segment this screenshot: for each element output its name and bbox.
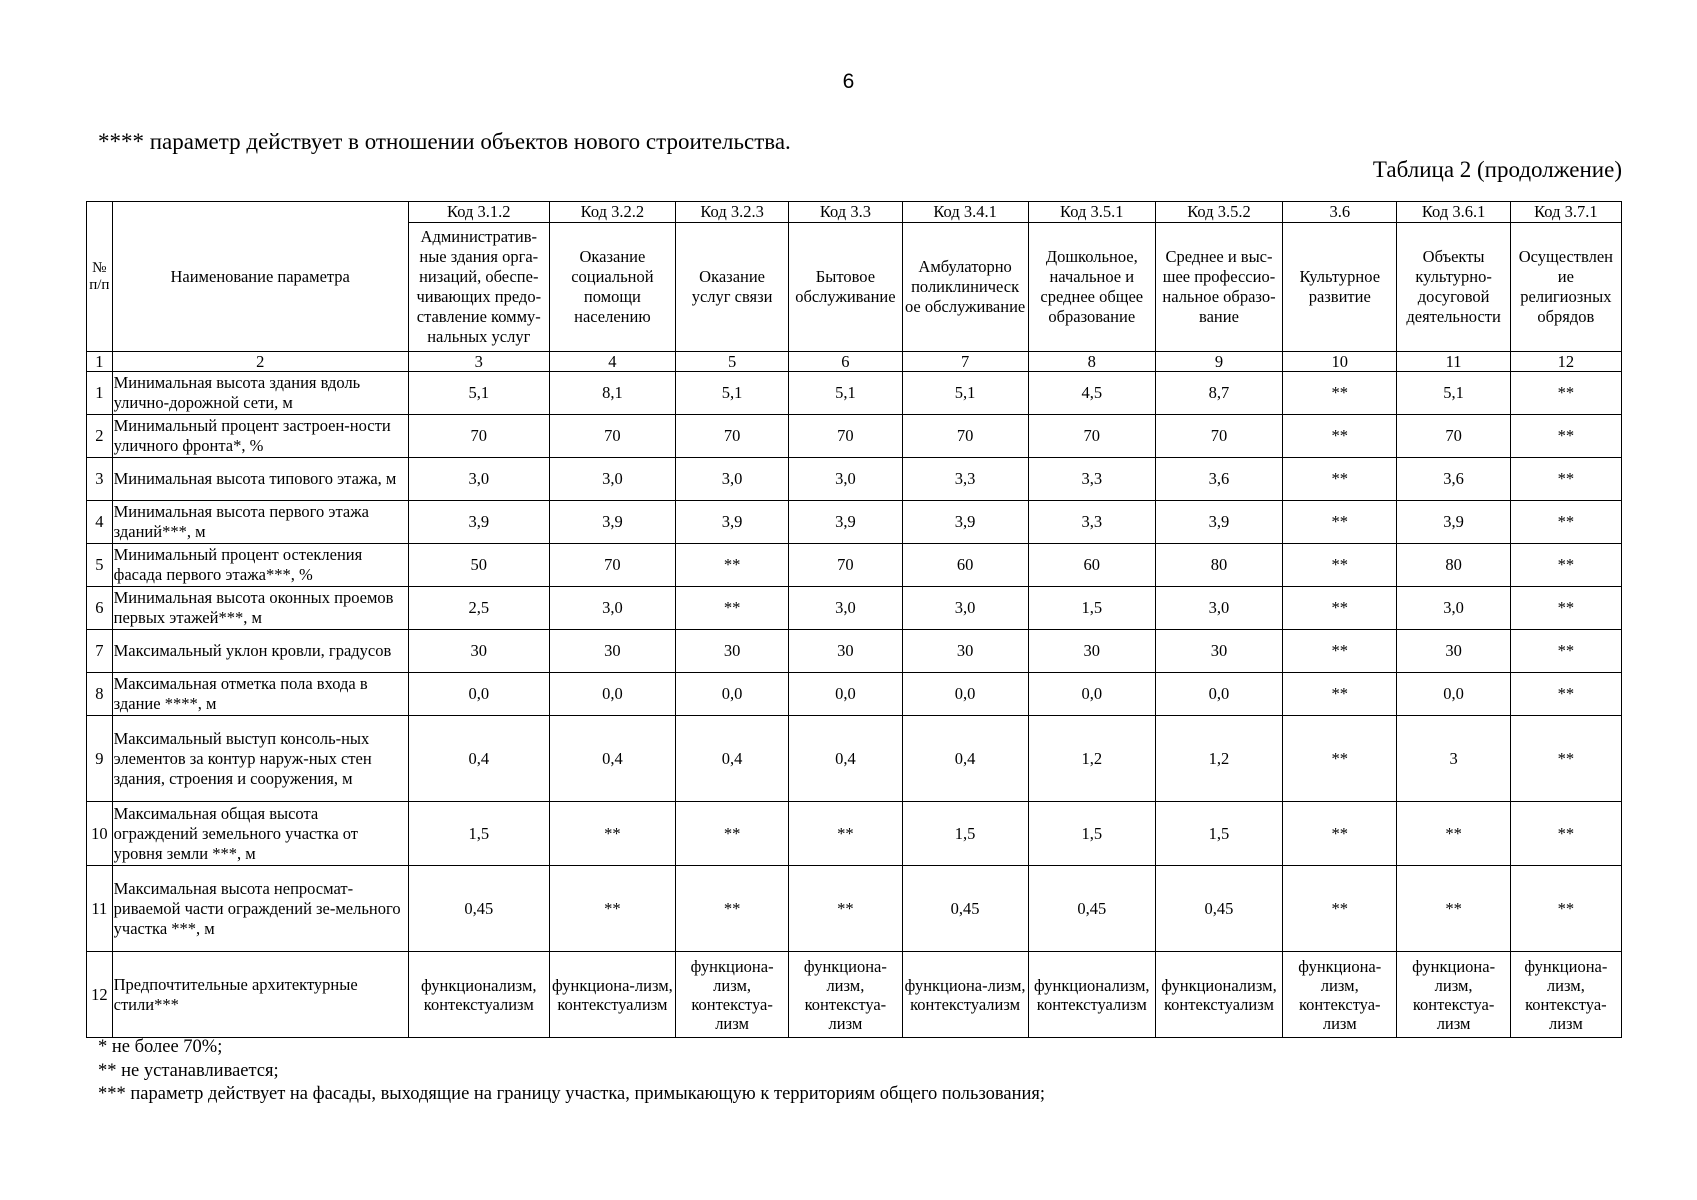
use-header: Административ-ные здания орга-низаций, обеспе-чивающих предо-ставление комму-нальных услуг bbox=[408, 223, 549, 352]
row-number: 10 bbox=[87, 802, 113, 866]
value-cell: ** bbox=[1283, 673, 1397, 716]
parameter-name: Максимальная высота непросмат-риваемой части ограждений зе-мельного участка ***, м bbox=[112, 866, 408, 952]
code-header: Код 3.5.1 bbox=[1028, 202, 1155, 223]
value-cell: 3,9 bbox=[1155, 501, 1282, 544]
value-cell: ** bbox=[675, 587, 788, 630]
value-cell: 0,4 bbox=[549, 716, 675, 802]
code-header: Код 3.2.3 bbox=[675, 202, 788, 223]
code-header: Код 3.5.2 bbox=[1155, 202, 1282, 223]
value-cell: ** bbox=[1283, 716, 1397, 802]
parameter-name: Минимальная высота оконных проемов первых этажей***, м bbox=[112, 587, 408, 630]
value-cell: 8,7 bbox=[1155, 372, 1282, 415]
use-header: Среднее и выс-шее профессио-нальное образо-вание bbox=[1155, 223, 1282, 352]
value-cell: 0,0 bbox=[675, 673, 788, 716]
value-cell: 3,0 bbox=[902, 587, 1028, 630]
value-cell: 3,9 bbox=[789, 501, 902, 544]
value-cell: 3,0 bbox=[408, 458, 549, 501]
value-cell: 3,0 bbox=[1397, 587, 1510, 630]
value-cell: ** bbox=[1510, 587, 1621, 630]
table-row bbox=[87, 802, 1622, 866]
page-number: 6 bbox=[842, 70, 855, 93]
value-cell: 60 bbox=[1028, 544, 1155, 587]
value-cell: 5,1 bbox=[902, 372, 1028, 415]
value-cell: 3,3 bbox=[1028, 458, 1155, 501]
parameter-name: Минимальный процент остекления фасада первого этажа***, % bbox=[112, 544, 408, 587]
footnotes bbox=[98, 1036, 1045, 1107]
value-cell: ** bbox=[1510, 673, 1621, 716]
value-cell: ** bbox=[1283, 415, 1397, 458]
value-cell: ** bbox=[789, 802, 902, 866]
value-cell: 3,0 bbox=[1155, 587, 1282, 630]
value-cell: ** bbox=[1510, 630, 1621, 673]
value-cell: ** bbox=[1510, 802, 1621, 866]
column-number: 8 bbox=[1028, 352, 1155, 372]
column-number: 7 bbox=[902, 352, 1028, 372]
parameter-name: Минимальная высота первого этажа зданий***, м bbox=[112, 501, 408, 544]
value-cell: 1,5 bbox=[1028, 802, 1155, 866]
value-cell: 3 bbox=[1397, 716, 1510, 802]
table-row bbox=[87, 458, 1622, 501]
value-cell: 70 bbox=[549, 415, 675, 458]
value-cell: функциона-лизм, контекстуализм bbox=[549, 952, 675, 1038]
column-number: 5 bbox=[675, 352, 788, 372]
row-number: 11 bbox=[87, 866, 113, 952]
code-header: 3.6 bbox=[1283, 202, 1397, 223]
value-cell: 70 bbox=[408, 415, 549, 458]
value-cell: 50 bbox=[408, 544, 549, 587]
value-cell: 70 bbox=[789, 415, 902, 458]
value-cell: 8,1 bbox=[549, 372, 675, 415]
value-cell: 70 bbox=[1028, 415, 1155, 458]
value-cell: ** bbox=[1510, 372, 1621, 415]
use-header: Осуществлен ие религиозных обрядов bbox=[1510, 223, 1621, 352]
value-cell: 1,2 bbox=[1028, 716, 1155, 802]
value-cell: 0,4 bbox=[675, 716, 788, 802]
value-cell: 3,0 bbox=[789, 458, 902, 501]
row-number: 7 bbox=[87, 630, 113, 673]
column-number: 4 bbox=[549, 352, 675, 372]
value-cell: 5,1 bbox=[675, 372, 788, 415]
value-cell: 30 bbox=[1028, 630, 1155, 673]
use-header: Оказание услуг связи bbox=[675, 223, 788, 352]
value-cell: 0,0 bbox=[408, 673, 549, 716]
column-number: 2 bbox=[112, 352, 408, 372]
row-number-header: № п/п bbox=[87, 202, 113, 352]
value-cell: 70 bbox=[1155, 415, 1282, 458]
value-cell: 3,0 bbox=[549, 587, 675, 630]
value-cell: 0,0 bbox=[789, 673, 902, 716]
value-cell: ** bbox=[675, 866, 788, 952]
value-cell: 1,5 bbox=[408, 802, 549, 866]
value-cell: ** bbox=[1283, 372, 1397, 415]
row-number: 3 bbox=[87, 458, 113, 501]
value-cell: 3,0 bbox=[789, 587, 902, 630]
value-cell: 30 bbox=[1397, 630, 1510, 673]
footnote: *** параметр действует на фасады, выходящие на границу участка, примыкающую к территориям общего пользования; bbox=[98, 1084, 1046, 1104]
footnote: * не более 70%; bbox=[98, 1037, 223, 1057]
use-header: Культурное развитие bbox=[1283, 223, 1397, 352]
value-cell: 3,9 bbox=[549, 501, 675, 544]
value-cell: 3,6 bbox=[1397, 458, 1510, 501]
table-caption: Таблица 2 (продолжение) bbox=[1372, 157, 1622, 182]
value-cell: функциона-лизм, контекстуа-лизм bbox=[789, 952, 902, 1038]
value-cell: ** bbox=[1510, 458, 1621, 501]
value-cell: ** bbox=[1283, 458, 1397, 501]
value-cell: ** bbox=[1283, 501, 1397, 544]
table-row bbox=[87, 415, 1622, 458]
value-cell: 30 bbox=[675, 630, 788, 673]
row-number: 1 bbox=[87, 372, 113, 415]
value-cell: 0,0 bbox=[1155, 673, 1282, 716]
value-cell: ** bbox=[675, 544, 788, 587]
value-cell: ** bbox=[1510, 716, 1621, 802]
value-cell: 3,3 bbox=[1028, 501, 1155, 544]
column-number: 10 bbox=[1283, 352, 1397, 372]
value-cell: 80 bbox=[1397, 544, 1510, 587]
value-cell: 3,0 bbox=[675, 458, 788, 501]
value-cell: 0,45 bbox=[1028, 866, 1155, 952]
column-number: 6 bbox=[789, 352, 902, 372]
value-cell: 30 bbox=[789, 630, 902, 673]
value-cell: 30 bbox=[902, 630, 1028, 673]
parameter-name: Минимальная высота типового этажа, м bbox=[112, 458, 408, 501]
value-cell: ** bbox=[1510, 866, 1621, 952]
table-row bbox=[87, 372, 1622, 415]
value-cell: 0,45 bbox=[1155, 866, 1282, 952]
value-cell: ** bbox=[549, 866, 675, 952]
use-header: Амбулаторно поликлиническ ое обслуживание bbox=[902, 223, 1028, 352]
parameter-name: Максимальная отметка пола входа в здание ****, м bbox=[112, 673, 408, 716]
row-number: 8 bbox=[87, 673, 113, 716]
use-header: Оказание социальной помощи населению bbox=[549, 223, 675, 352]
table-row bbox=[87, 866, 1622, 952]
table-row bbox=[87, 630, 1622, 673]
value-cell: ** bbox=[1283, 587, 1397, 630]
value-cell: функциона-лизм, контекстуализм bbox=[902, 952, 1028, 1038]
value-cell: 0,0 bbox=[1028, 673, 1155, 716]
table-row bbox=[87, 673, 1622, 716]
value-cell: 1,2 bbox=[1155, 716, 1282, 802]
use-header: Объекты культурно-досуговой деятельности bbox=[1397, 223, 1510, 352]
value-cell: ** bbox=[675, 802, 788, 866]
value-cell: ** bbox=[1510, 544, 1621, 587]
column-number: 9 bbox=[1155, 352, 1282, 372]
parameter-name: Минимальная высота здания вдоль улично-дорожной сети, м bbox=[112, 372, 408, 415]
value-cell: функционализм, контекстуализм bbox=[408, 952, 549, 1038]
value-cell: ** bbox=[1283, 866, 1397, 952]
value-cell: 70 bbox=[675, 415, 788, 458]
row-number: 6 bbox=[87, 587, 113, 630]
value-cell: функционализм, контекстуализм bbox=[1028, 952, 1155, 1038]
column-number: 3 bbox=[408, 352, 549, 372]
column-number: 1 bbox=[87, 352, 113, 372]
code-header: Код 3.7.1 bbox=[1510, 202, 1621, 223]
column-number-row bbox=[87, 352, 1622, 372]
value-cell: 5,1 bbox=[408, 372, 549, 415]
code-header: Код 3.3 bbox=[789, 202, 902, 223]
row-number: 4 bbox=[87, 501, 113, 544]
intro-note: **** параметр действует в отношении объектов нового строительства. bbox=[98, 129, 791, 154]
row-number: 5 bbox=[87, 544, 113, 587]
parameter-name: Максимальный уклон кровли, градусов bbox=[112, 630, 408, 673]
value-cell: 1,5 bbox=[902, 802, 1028, 866]
value-cell: 0,4 bbox=[789, 716, 902, 802]
parameter-name-header: Наименование параметра bbox=[112, 202, 408, 352]
value-cell: 0,0 bbox=[902, 673, 1028, 716]
value-cell: функциона-лизм, контекстуа-лизм bbox=[1283, 952, 1397, 1038]
value-cell: 70 bbox=[789, 544, 902, 587]
use-header: Бытовое обслуживание bbox=[789, 223, 902, 352]
value-cell: ** bbox=[1283, 802, 1397, 866]
value-cell: 0,0 bbox=[1397, 673, 1510, 716]
value-cell: 80 bbox=[1155, 544, 1282, 587]
code-header: Код 3.1.2 bbox=[408, 202, 549, 223]
value-cell: 4,5 bbox=[1028, 372, 1155, 415]
parameters-table bbox=[86, 201, 1622, 1038]
code-header-row bbox=[87, 202, 1622, 223]
value-cell: 2,5 bbox=[408, 587, 549, 630]
row-number: 12 bbox=[87, 952, 113, 1038]
value-cell: 5,1 bbox=[1397, 372, 1510, 415]
parameter-name: Максимальная общая высота ограждений земельного участка от уровня земли ***, м bbox=[112, 802, 408, 866]
value-cell: 30 bbox=[549, 630, 675, 673]
value-cell: 3,9 bbox=[675, 501, 788, 544]
value-cell: ** bbox=[1510, 501, 1621, 544]
column-number: 12 bbox=[1510, 352, 1621, 372]
value-cell: 60 bbox=[902, 544, 1028, 587]
value-cell: ** bbox=[789, 866, 902, 952]
table-row bbox=[87, 501, 1622, 544]
value-cell: 0,45 bbox=[902, 866, 1028, 952]
value-cell: ** bbox=[549, 802, 675, 866]
table-row bbox=[87, 716, 1622, 802]
value-cell: 70 bbox=[1397, 415, 1510, 458]
value-cell: 3,0 bbox=[549, 458, 675, 501]
value-cell: 3,6 bbox=[1155, 458, 1282, 501]
value-cell: 3,9 bbox=[902, 501, 1028, 544]
parameter-name: Предпочтительные архитектурные стили*** bbox=[112, 952, 408, 1038]
value-cell: 5,1 bbox=[789, 372, 902, 415]
value-cell: ** bbox=[1397, 866, 1510, 952]
code-header: Код 3.6.1 bbox=[1397, 202, 1510, 223]
value-cell: 1,5 bbox=[1028, 587, 1155, 630]
row-number: 9 bbox=[87, 716, 113, 802]
value-cell: 3,3 bbox=[902, 458, 1028, 501]
value-cell: 70 bbox=[902, 415, 1028, 458]
table-row bbox=[87, 587, 1622, 630]
row-number: 2 bbox=[87, 415, 113, 458]
table-row bbox=[87, 952, 1622, 1038]
value-cell: 3,9 bbox=[408, 501, 549, 544]
value-cell: функциона-лизм, контекстуа-лизм bbox=[1510, 952, 1621, 1038]
value-cell: ** bbox=[1510, 415, 1621, 458]
code-header: Код 3.2.2 bbox=[549, 202, 675, 223]
value-cell: 30 bbox=[408, 630, 549, 673]
table-row bbox=[87, 544, 1622, 587]
value-cell: 0,4 bbox=[408, 716, 549, 802]
value-cell: функционализм, контекстуализм bbox=[1155, 952, 1282, 1038]
value-cell: 0,4 bbox=[902, 716, 1028, 802]
column-number: 11 bbox=[1397, 352, 1510, 372]
parameter-name: Минимальный процент застроен-ности уличного фронта*, % bbox=[112, 415, 408, 458]
parameter-name: Максимальный выступ консоль-ных элементов за контур наруж-ных стен здания, строения и сооружения, м bbox=[112, 716, 408, 802]
footnote: ** не устанавливается; bbox=[98, 1060, 279, 1081]
value-cell: ** bbox=[1283, 630, 1397, 673]
value-cell: 30 bbox=[1155, 630, 1282, 673]
use-header: Дошкольное, начальное и среднее общее образование bbox=[1028, 223, 1155, 352]
value-cell: ** bbox=[1283, 544, 1397, 587]
value-cell: ** bbox=[1397, 802, 1510, 866]
value-cell: функциона-лизм, контекстуа-лизм bbox=[675, 952, 788, 1038]
value-cell: 1,5 bbox=[1155, 802, 1282, 866]
value-cell: функциона-лизм, контекстуа-лизм bbox=[1397, 952, 1510, 1038]
value-cell: 0,0 bbox=[549, 673, 675, 716]
value-cell: 0,45 bbox=[408, 866, 549, 952]
code-header: Код 3.4.1 bbox=[902, 202, 1028, 223]
value-cell: 3,9 bbox=[1397, 501, 1510, 544]
value-cell: 70 bbox=[549, 544, 675, 587]
